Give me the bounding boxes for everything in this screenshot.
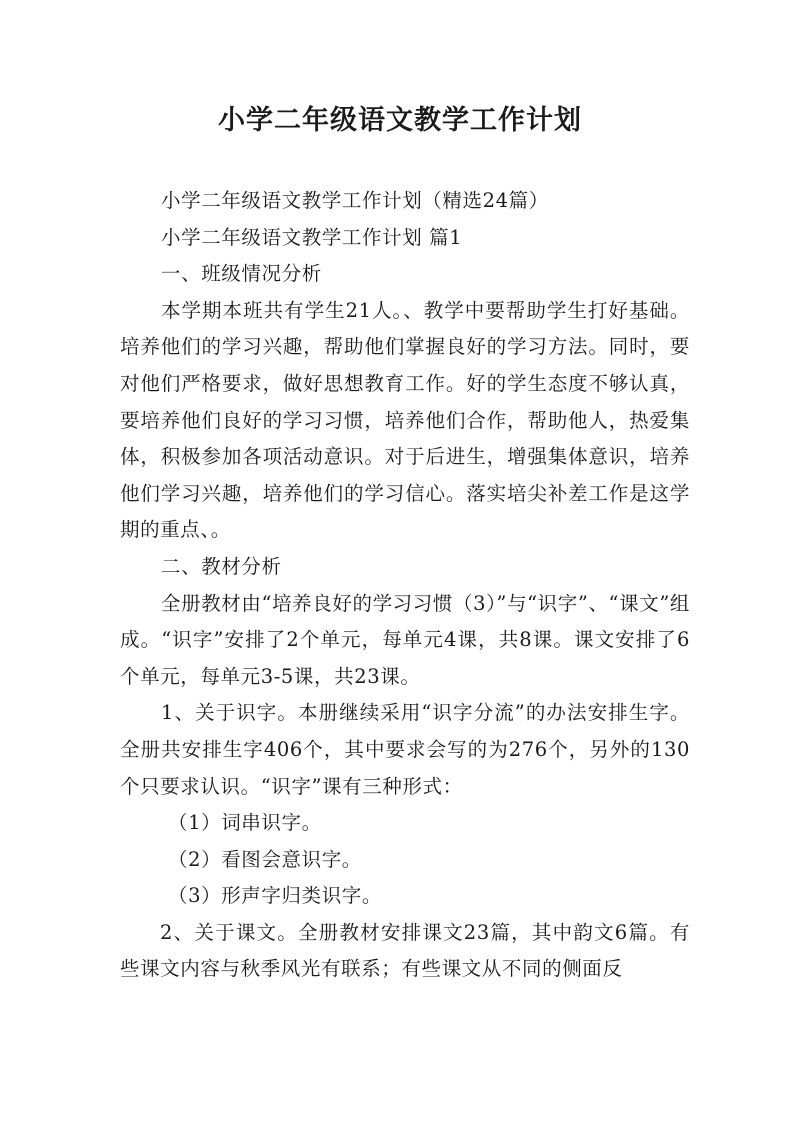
list-item: （3）形声字归类识字。 <box>168 884 383 908</box>
list-item: （2）看图会意识字。 <box>168 847 362 871</box>
section-heading-paragraph: 小学二年级语文教学工作计划 篇1 <box>161 225 463 249</box>
body-paragraph: 1、关于识字。本册继续采用“识字分流”的办法安排生字。全册共安排生字406个，其中要求会写的为276个，另外的130个只要求认识。“识字”课有三种形式： <box>120 701 690 798</box>
heading-textbook-analysis: 二、教材分析 <box>161 554 282 578</box>
body-paragraph: 本学期本班共有学生21人。、教学中要帮助学生打好基础。培养他们的学习兴趣，帮助他们掌握良好的学习方法。同时，要对他们严格要求，做好思想教育工作。好的学生态度不够认真，要培养他们良好的学习习惯，培养他们合作，帮助他人，热爱集体，积极参加各项活动意识。对于后进生，增强集体意识，培养他们学习兴趣，培养他们的学习信心。落实培尖补差工作是这学期的重点、。 <box>120 298 690 542</box>
body-paragraph: 全册教材由“培养良好的学习习惯（3）”与“识字”、“课文”组成。“识字”安排了2个单元，每单元4课，共8课。课文安排了6个单元，每单元3-5课，共23课。 <box>120 591 690 688</box>
subtitle-paragraph: 小学二年级语文教学工作计划（精选24篇） <box>161 189 549 212</box>
body-paragraph: 2、关于课文。全册教材安排课文23篇，其中韵文6篇。有些课文内容与秋季风光有联系；有些课文从不同的侧面反 <box>120 920 690 981</box>
document-title: 小学二年级语文教学工作计划 <box>218 105 582 136</box>
heading-class-analysis: 一、班级情况分析 <box>161 262 322 286</box>
list-item: （1）词串识字。 <box>168 811 322 835</box>
document-body <box>120 183 690 988</box>
